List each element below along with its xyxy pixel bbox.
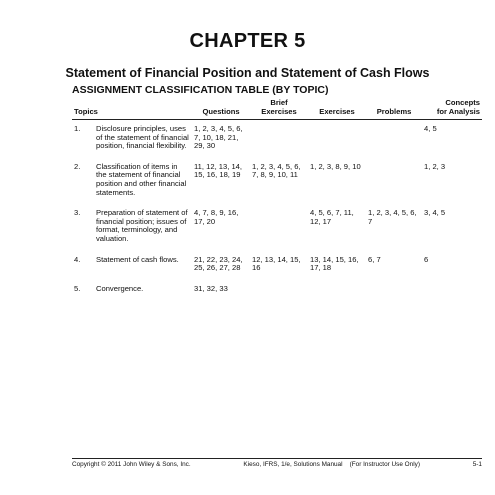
table-body bbox=[72, 120, 482, 301]
row-brief-exercises bbox=[250, 120, 308, 158]
header-topics: Topics bbox=[72, 99, 192, 120]
row-exercises: 13, 14, 15, 16, 17, 18 bbox=[310, 254, 359, 273]
footer-use: (For Instructor Use Only) bbox=[349, 461, 420, 468]
header-brief-line2: Exercises bbox=[261, 106, 297, 116]
row-problems bbox=[366, 158, 422, 204]
row-number: 2. bbox=[74, 161, 81, 171]
table-row bbox=[72, 120, 482, 158]
assignment-classification-table bbox=[72, 99, 482, 300]
row-concepts: 4, 5 bbox=[424, 124, 437, 133]
row-topic: Preparation of statement of financial position; issues of format, terminology, and valuation. bbox=[96, 208, 188, 243]
row-exercises bbox=[308, 280, 366, 301]
header-brief-line1: Brief bbox=[270, 98, 288, 107]
table-row bbox=[72, 251, 482, 280]
footer-book-info bbox=[243, 461, 420, 468]
header-questions: Questions bbox=[192, 99, 250, 120]
row-problems: 1, 2, 3, 4, 5, 6, 7 bbox=[368, 208, 417, 226]
section-title: ASSIGNMENT CLASSIFICATION TABLE (BY TOPIC) bbox=[72, 84, 329, 96]
table-header bbox=[72, 99, 482, 120]
row-number: 5. bbox=[74, 283, 81, 293]
row-questions: 11, 12, 13, 14, 15, 16, 18, 19 bbox=[194, 161, 243, 180]
row-brief-exercises bbox=[250, 204, 308, 250]
row-number: 1. bbox=[74, 124, 81, 133]
row-questions: 21, 22, 23, 24, 25, 26, 27, 28 bbox=[194, 254, 243, 273]
chapter-heading: CHAPTER 5 bbox=[189, 30, 306, 52]
header-concepts-line1: Concepts bbox=[445, 98, 481, 107]
header-brief-exercises bbox=[250, 99, 308, 120]
header-problems: Problems bbox=[366, 99, 422, 120]
chapter-subtitle: Statement of Financial Position and Statement of Cash Flows bbox=[65, 66, 430, 80]
row-questions: 31, 32, 33 bbox=[194, 283, 228, 293]
row-topic: Statement of cash flows. bbox=[96, 254, 179, 264]
row-concepts: 3, 4, 5 bbox=[424, 208, 446, 218]
header-exercises: Exercises bbox=[308, 99, 366, 120]
row-problems: 6, 7 bbox=[368, 254, 381, 264]
row-exercises: 1, 2, 3, 8, 9, 10 bbox=[310, 161, 361, 171]
row-topic: Convergence. bbox=[96, 283, 144, 293]
row-concepts: 6 bbox=[424, 254, 429, 264]
header-row bbox=[72, 99, 482, 120]
row-brief-exercises: 1, 2, 3, 4, 5, 6, 7, 8, 9, 10, 11 bbox=[252, 161, 301, 180]
row-brief-exercises bbox=[250, 280, 308, 301]
row-exercises bbox=[308, 120, 366, 158]
row-questions: 4, 7, 8, 9, 16, 17, 20 bbox=[194, 208, 239, 226]
row-problems bbox=[366, 280, 422, 301]
table-row bbox=[72, 280, 482, 301]
footer-copyright: Copyright © 2011 John Wiley & Sons, Inc. bbox=[72, 461, 191, 468]
page-footer bbox=[72, 458, 482, 468]
row-topic: Classification of items in the statement of financial position and other financial statements. bbox=[96, 161, 187, 197]
row-topic: Disclosure principles, uses of the statement of financial position, financial flexibility. bbox=[96, 124, 189, 151]
row-problems bbox=[366, 120, 422, 158]
footer-page-number: 5-1 bbox=[472, 461, 482, 468]
row-concepts: 1, 2, 3 bbox=[424, 161, 446, 171]
header-concepts-line2: for Analysis bbox=[436, 106, 481, 116]
footer-book: Kieso, IFRS, 1/e, Solutions Manual bbox=[243, 461, 343, 468]
row-exercises: 4, 5, 6, 7, 11, 12, 17 bbox=[310, 208, 354, 226]
row-concepts bbox=[422, 280, 482, 301]
row-questions: 1, 2, 3, 4, 5, 6, 7, 10, 18, 21, 29, 30 bbox=[194, 124, 243, 151]
row-number: 3. bbox=[74, 208, 81, 218]
row-number: 4. bbox=[74, 254, 81, 264]
table-row bbox=[72, 204, 482, 250]
header-concepts bbox=[422, 99, 482, 120]
row-brief-exercises: 12, 13, 14, 15, 16 bbox=[252, 254, 301, 273]
table-row bbox=[72, 158, 482, 204]
